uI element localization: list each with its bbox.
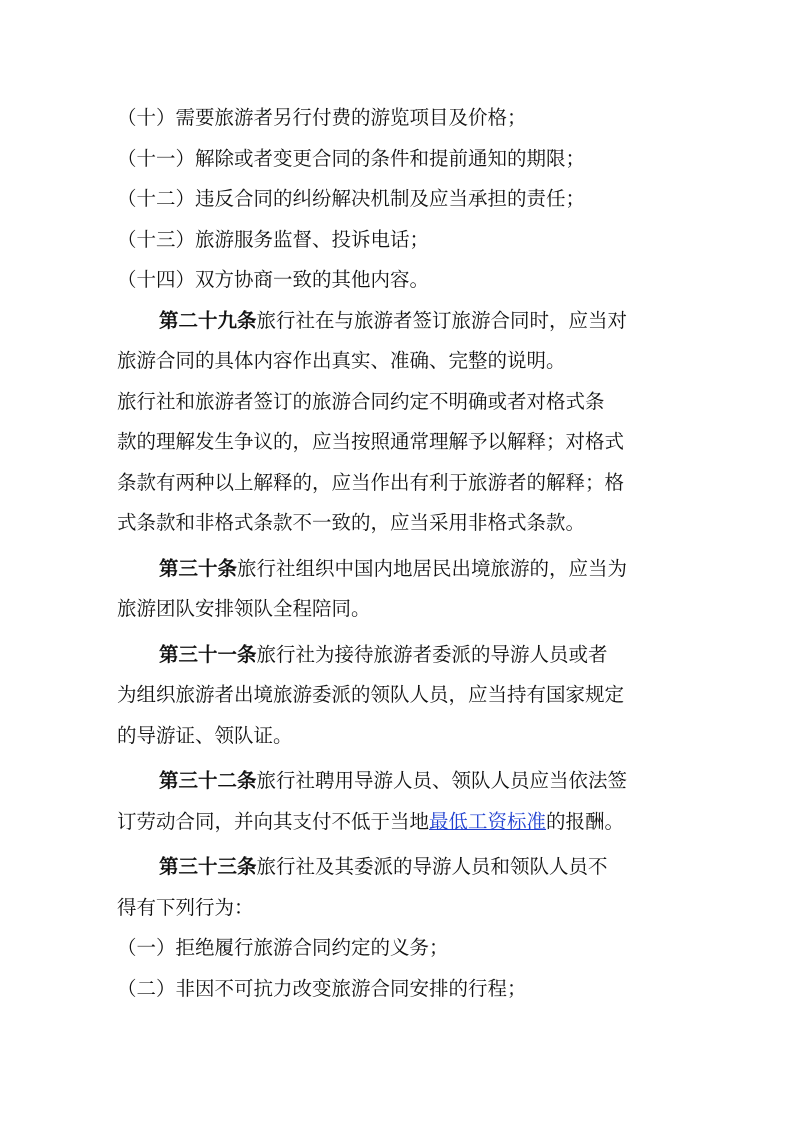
article-32-text: 的报酬。 — [546, 809, 625, 833]
article-29-line: 旅行社和旅游者签订的旅游合同约定不明确或者对格式条 — [117, 389, 605, 413]
article-32-text: 订劳动合同，并向其支付不低于当地 — [117, 809, 430, 833]
minimum-wage-link[interactable]: 最低工资标准 — [429, 809, 547, 833]
article-29-line: 式条款和非格式条款不一致的，应当采用非格式条款。 — [117, 511, 586, 534]
article-32-text: 旅行社聘用导游人员、领队人员应当依法签 — [256, 769, 628, 792]
article-31-text: 旅行社为接待旅游者委派的导游人员或者 — [256, 642, 608, 666]
list-item: （十三）旅游服务监督、投诉电话； — [117, 227, 430, 251]
article-31-line: 为组织旅游者出境旅游委派的领队人员，应当持有国家规定 — [117, 683, 625, 706]
document-body — [117, 98, 677, 1009]
list-item: （十）需要旅游者另行付费的游览项目及价格； — [117, 106, 527, 129]
list-item: （十一）解除或者变更合同的条件和提前通知的期限； — [117, 146, 586, 170]
article-30-line: 旅游团队安排领队全程陪同。 — [117, 597, 371, 620]
article-29-line: 旅游合同的具体内容作出真实、准确、完整的说明。 — [117, 349, 566, 372]
article-31-line — [117, 635, 677, 676]
article-29-heading: 第二十九条 — [159, 308, 257, 332]
article-31-line: 的导游证、领队证。 — [117, 723, 293, 747]
article-29-line — [117, 301, 677, 342]
article-29-line: 条款有两种以上解释的，应当作出有利于旅游者的解释；格 — [117, 470, 625, 494]
list-item: （十二）违反合同的纠纷解决机制及应当承担的责任； — [117, 187, 586, 210]
article-31-heading: 第三十一条 — [159, 642, 257, 666]
article-30-text: 旅行社组织中国内地居民出境旅游的，应当为 — [237, 556, 628, 580]
article-30-line — [117, 549, 677, 590]
article-33-text: 旅行社及其委派的导游人员和领队人员不 — [256, 855, 608, 878]
list-item: （十四）双方协商一致的其他内容。 — [117, 268, 430, 291]
list-item: （一）拒绝履行旅游合同约定的义务； — [117, 936, 449, 959]
article-29-line: 款的理解发生争议的，应当按照通常理解予以解释；对格式 — [117, 430, 625, 453]
article-29-text: 旅行社在与旅游者签订旅游合同时，应当对 — [256, 308, 628, 332]
article-32-line — [117, 761, 677, 802]
article-33-line — [117, 847, 677, 888]
article-33-heading: 第三十三条 — [159, 855, 257, 878]
article-32-line — [117, 802, 677, 843]
article-32-heading: 第三十二条 — [159, 769, 257, 792]
article-33-line: 得有下列行为： — [117, 895, 254, 919]
article-30-heading: 第三十条 — [159, 556, 238, 580]
list-item: （二）非因不可抗力改变旅游合同安排的行程； — [117, 976, 527, 1000]
